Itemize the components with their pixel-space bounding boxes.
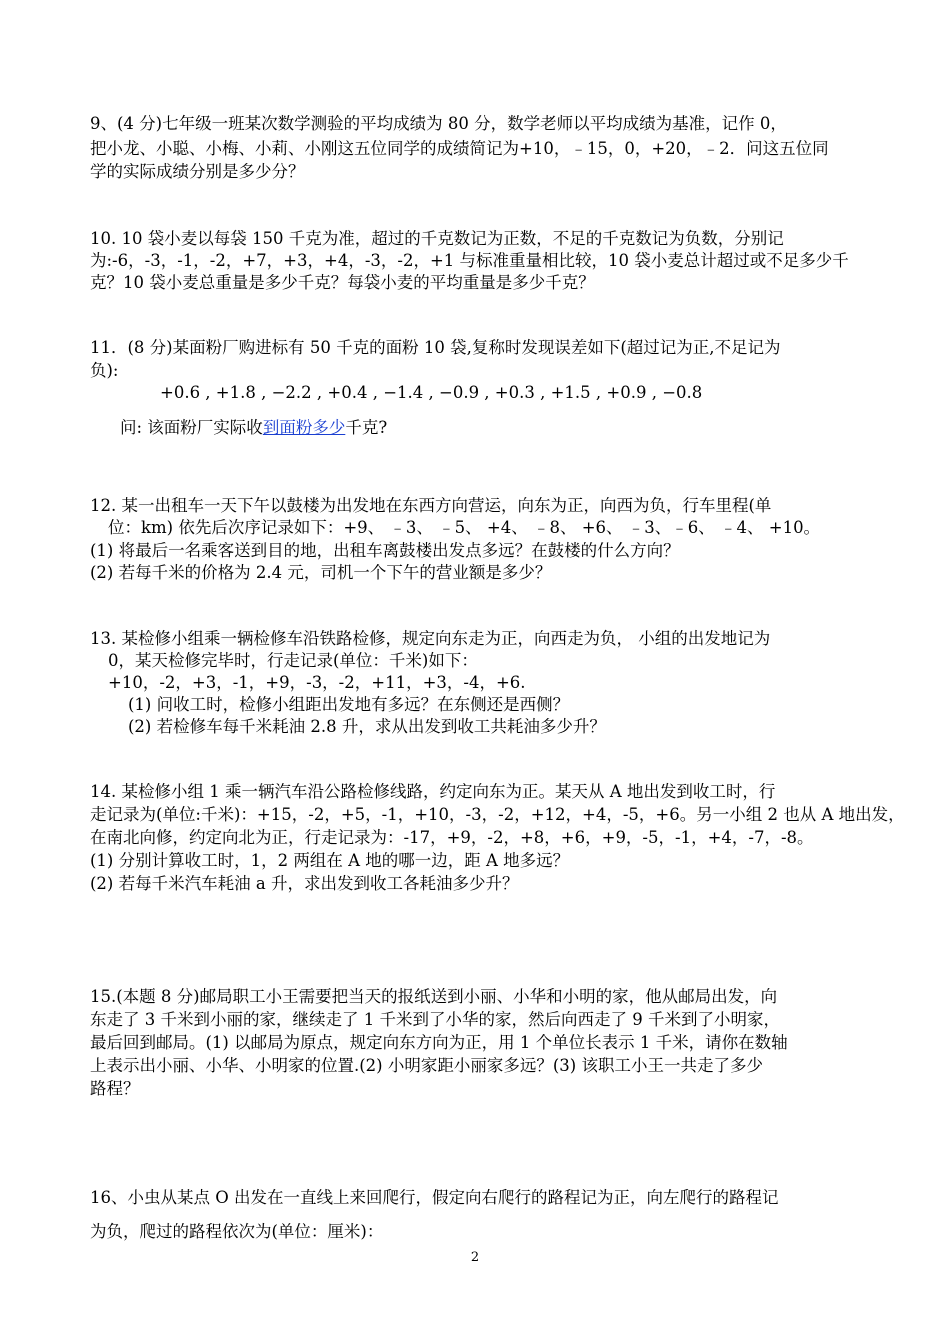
q11-line-2: 负): — [90, 361, 119, 380]
q15-line-4: 上表示出小丽、小华、小明家的位置.(2) 小明家距小丽家多远？(3) 该职工小王一共走了多少 — [90, 1056, 763, 1075]
q11-line-1: 11．(8 分)某面粉厂购进标有 50 千克的面粉 10 袋,复称时发现误差如下(超过记为正,不足记为 — [90, 338, 781, 357]
q11-flour-link[interactable]: 到面粉多少 — [262, 418, 346, 437]
q10-line-3: 克？10 袋小麦总重量是多少千克？每袋小麦的平均重量是多少千克？ — [90, 273, 595, 292]
q12-line-2: 位：km) 依先后次序记录如下：+9、 ﹣3、 ﹣5、 +4、 ﹣8、 +6、 ﹣3、﹣6、 ﹣4、 +10。 — [108, 518, 821, 537]
q12-line-3: (1) 将最后一名乘客送到目的地，出租车离鼓楼出发点多远？在鼓楼的什么方向？ — [90, 541, 680, 560]
q16-line-2: 为负，爬过的路程依次为(单位：厘米)： — [90, 1222, 384, 1241]
q14-line-5: (2) 若每千米汽车耗油 a 升，求出发到收工各耗油多少升？ — [90, 874, 519, 893]
page-number: 2 — [470, 1250, 480, 1265]
q9-line-2: 把小龙、小聪、小梅、小莉、小刚这五位同学的成绩简记为+10，﹣15，0，+20，﹣2．问这五位同 — [90, 139, 829, 158]
q11-question-prefix: 问: 该面粉厂实际收 — [120, 418, 263, 437]
q15-line-5: 路程？ — [90, 1079, 140, 1098]
q15-line-1: 15.(本题 8 分)邮局职工小王需要把当天的报纸送到小丽、小华和小明的家，他从邮局出发，向 — [90, 987, 778, 1006]
q13-line-5: (2) 若检修车每千米耗油 2.8 升，求从出发到收工共耗油多少升？ — [128, 717, 606, 736]
q14-line-2: 走记录为(单位:千米)：+15，-2，+5，-1，+10，-3，-2，+12，+4，-5，+6。另一小组 2 也从 A 地出发， — [90, 805, 905, 824]
q12-line-1: 12. 某一出租车一天下午以鼓楼为出发地在东西方向营运，向东为正，向西为负，行车里程(单 — [90, 496, 772, 515]
q16-line-1: 16、小虫从某点 O 出发在一直线上来回爬行，假定向右爬行的路程记为正，向左爬行的路程记 — [90, 1188, 779, 1207]
q10-line-2: 为:-6，-3，-1，-2，+7，+3，+4，-3，-2，+1 与标准重量相比较，10 袋小麦总计超过或不足多少千 — [90, 251, 849, 270]
q14-line-3: 在南北向修，约定向北为正，行走记录为：-17，+9，-2，+8，+6，+9，-5，-1，+4，-7，-8。 — [90, 828, 814, 847]
q13-line-3: +10，-2，+3，-1，+9，-3，-2，+11，+3，-4，+6. — [108, 673, 526, 692]
q11-question-line — [120, 417, 387, 439]
q13-line-4: (1) 问收工时，检修小组距出发地有多远？在东侧还是西侧？ — [128, 695, 570, 714]
q9-line-1: 9、(4 分)七年级一班某次数学测验的平均成绩为 80 分，数学老师以平均成绩为基准，记作 0， — [90, 114, 787, 133]
q12-line-4: (2) 若每千米的价格为 2.4 元，司机一个下午的营业额是多少？ — [90, 563, 552, 582]
q13-line-2: 0，某天检修完毕时，行走记录(单位：千米)如下： — [108, 651, 478, 670]
q15-line-3: 最后回到邮局。(1) 以邮局为原点，规定向东方向为正，用 1 个单位长表示 1 千米，请你在数轴 — [90, 1033, 788, 1052]
q9-line-3: 学的实际成绩分别是多少分？ — [90, 162, 305, 181]
q11-data-line: +0.6 , +1.8 , −2.2 , +0.4 , −1.4 , −0.9 , +0.3 , +1.5 , +0.9 , −0.8 — [160, 383, 703, 402]
q14-line-1: 14. 某检修小组 1 乘一辆汽车沿公路检修线路，约定向东为正。某天从 A 地出发到收工时，行 — [90, 782, 776, 801]
q14-line-4: (1) 分别计算收工时，1，2 两组在 A 地的哪一边，距 A 地多远？ — [90, 851, 570, 870]
q15-line-2: 东走了 3 千米到小丽的家，继续走了 1 千米到了小华的家，然后向西走了 9 千米到了小明家， — [90, 1010, 780, 1029]
q13-line-1: 13. 某检修小组乘一辆检修车沿铁路检修，规定向东走为正，向西走为负， 小组的出发地记为 — [90, 629, 771, 648]
q10-line-1: 10. 10 袋小麦以每袋 150 千克为准，超过的千克数记为正数，不足的千克数记为负数，分别记 — [90, 229, 784, 248]
q11-question-suffix: 千克? — [345, 418, 388, 437]
